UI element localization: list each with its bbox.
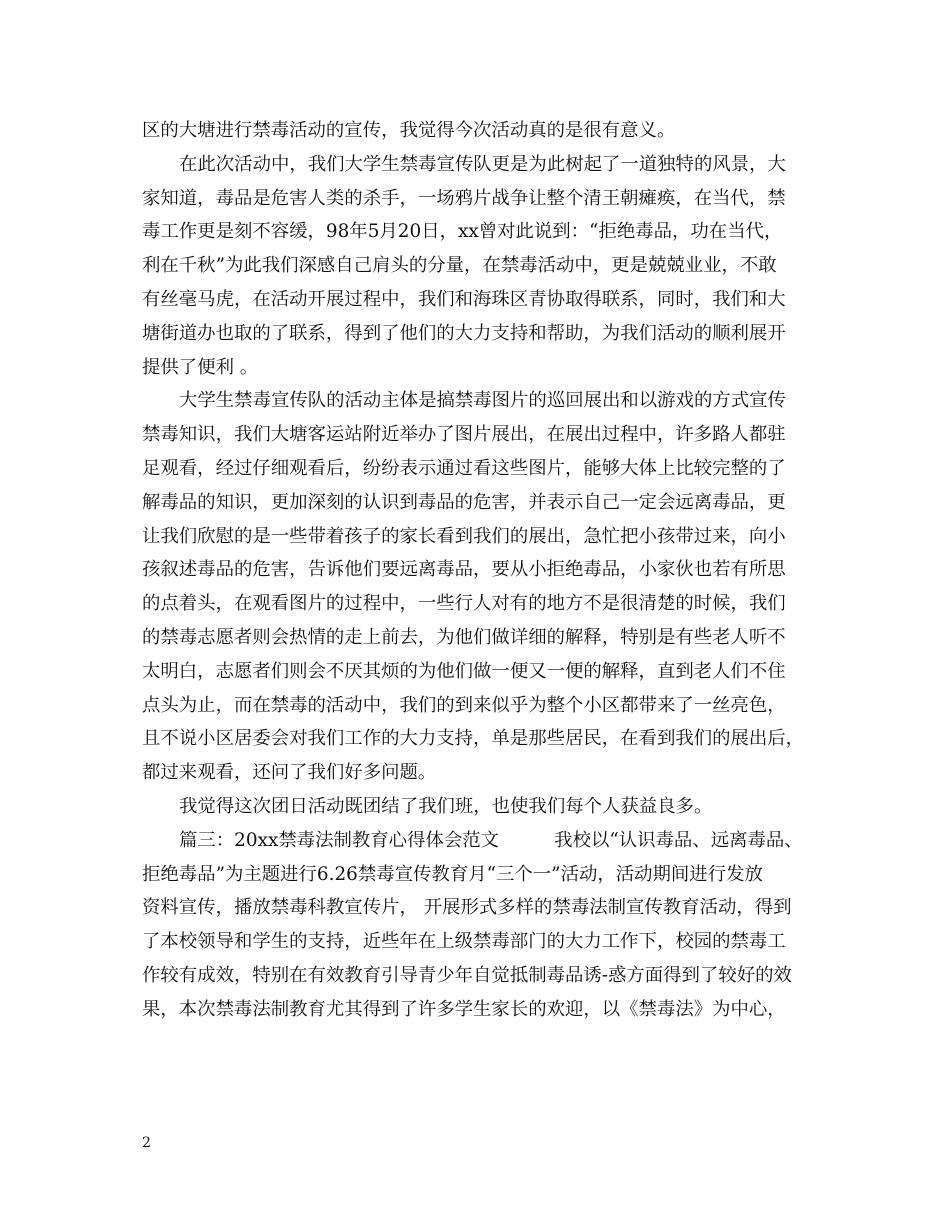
text-line: 果，本次禁毒法制教育尤其得到了许多学生家长的欢迎，以《禁毒法》为中心， <box>142 998 786 1020</box>
text-line: 且不说小区居委会对我们工作的大力支持，单是那些居民，在看到我们的展出后， <box>142 728 805 750</box>
text-line: 塘街道办也取的了联系，得到了他们的大力支持和帮助，为我们活动的顺利展开 <box>142 322 786 344</box>
text-line: 了本校领导和学生的支持，近些年在上级禁毒部门的大力工作下，校园的禁毒工 <box>142 931 786 953</box>
text-line: 资料宣传，播放禁毒科教宣传片， 开展形式多样的禁毒法制宣传教育活动，得到 <box>142 897 792 919</box>
text-line: 的点着头，在观看图片的过程中，一些行人对有的地方不是很清楚的时候，我们 <box>142 593 786 615</box>
body-text <box>142 114 832 1027</box>
text-line: 禁毒知识，我们大塘客运站附近举办了图片展出，在展出过程中，许多路人都驻 <box>142 424 786 446</box>
text-line: 家知道，毒品是危害人类的杀手，一场鸦片战争让整个清王朝瘫痪，在当代，禁 <box>142 187 786 209</box>
page-number: 2 <box>142 1135 151 1151</box>
text-line: 太明白，志愿者们则会不厌其烦的为他们做一便又一便的解释，直到老人们不住 <box>142 660 786 682</box>
text-line: 有丝毫马虎，在活动开展过程中，我们和海珠区青协取得联系，同时，我们和大 <box>142 288 786 310</box>
text-line: 拒绝毒品”为主题进行6.26禁毒宣传教育月“三个一”活动，活动期间进行发放 <box>142 863 763 885</box>
text-line: 我觉得这次团日活动既团结了我们班，也使我们每个人获益良多。 <box>179 795 713 817</box>
text-line: 大学生禁毒宣传队的活动主体是搞禁毒图片的巡回展出和以游戏的方式宣传 <box>179 390 786 412</box>
text-line: 解毒品的知识，更加深刻的认识到毒品的危害，并表示自己一定会远离毒品，更 <box>142 491 786 513</box>
text-line: 利在千秋”为此我们深感自己肩头的分量，在禁毒活动中，更是兢兢业业，不敢 <box>142 255 777 277</box>
text-line: 孩叙述毒品的危害，告诉他们要远离毒品，要从小拒绝毒品，小家伙也若有所思 <box>142 559 786 581</box>
text-line: 篇三：20xx禁毒法制教育心得体会范文 我校以“认识毒品、远离毒品、 <box>179 829 803 851</box>
text-line: 点头为止，而在禁毒的活动中，我们的到来似乎为整个小区都带来了一丝亮色， <box>142 694 786 716</box>
text-line: 区的大塘进行禁毒活动的宣传，我觉得今次活动真的是很有意义。 <box>142 120 676 141</box>
text-line: 在此次活动中，我们大学生禁毒宣传队更是为此树起了一道独特的风景，大 <box>179 153 786 175</box>
text-line: 毒工作更是刻不容缓，98年5月20日，xx曾对此说到：“拒绝毒品，功在当代， <box>142 221 783 243</box>
text-line: 都过来观看，还问了我们好多问题。 <box>142 762 437 784</box>
text-line: 提供了便利 。 <box>142 356 259 378</box>
text-line: 让我们欣慰的是一些带着孩子的家长看到我们的展出，急忙把小孩带过来，向小 <box>142 525 786 547</box>
text-line: 足观看，经过仔细观看后，纷纷表示通过看这些图片，能够大体上比较完整的了 <box>142 457 786 479</box>
text-line: 作较有成效，特别在有效教育引导青少年自觉抵制毒品诱-惑方面得到了较好的效 <box>142 964 792 986</box>
text-line: 的禁毒志愿者则会热情的走上前去，为他们做详细的解释，特别是有些老人听不 <box>142 626 786 648</box>
